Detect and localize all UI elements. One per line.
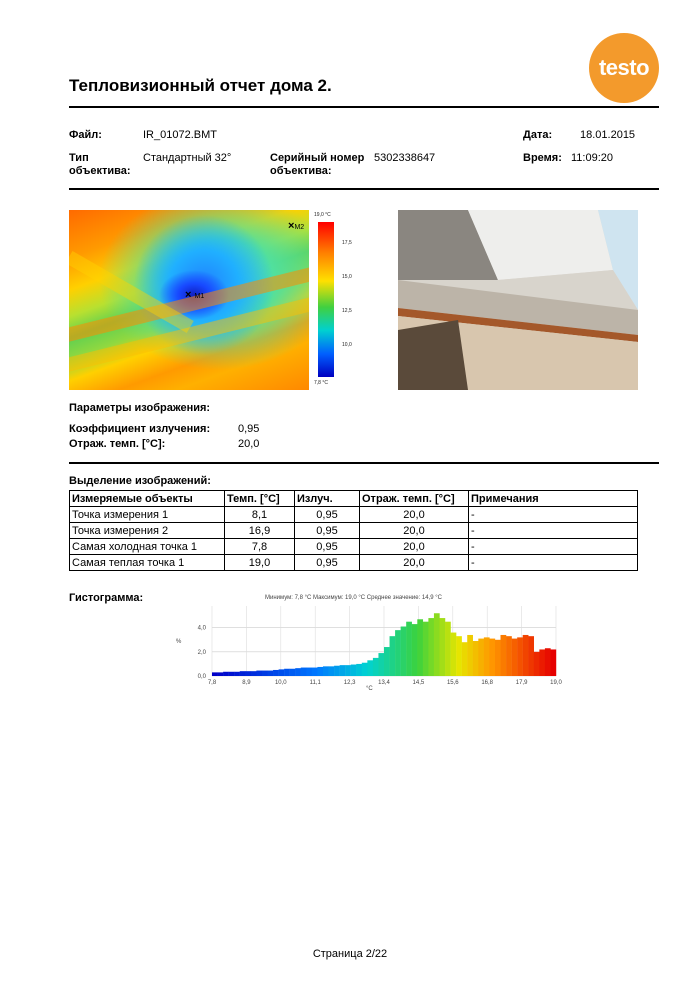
histogram-bar (223, 672, 229, 676)
histogram-bar (378, 653, 384, 676)
lens-type-label-2: объектива: (69, 165, 131, 177)
table-cell: 0,95 (295, 555, 360, 571)
serial-value: 5302338647 (374, 152, 436, 164)
histogram-bar (329, 666, 335, 676)
table-cell: 19,0 (225, 555, 295, 571)
table-cell: 20,0 (360, 523, 469, 539)
histogram-bar (489, 639, 495, 676)
table-row (70, 523, 638, 539)
histogram-bar (317, 667, 323, 676)
histogram-bar (473, 641, 479, 676)
scale-label: 15,0 (342, 274, 352, 280)
histogram-bar (484, 637, 490, 676)
histogram-bar (401, 627, 407, 676)
lens-type-value: Стандартный 32° (143, 152, 232, 164)
histogram-bar (218, 672, 224, 676)
table-row (70, 539, 638, 555)
date-label: Дата: (523, 129, 553, 141)
x-unit: °C (366, 686, 373, 692)
table-cell: - (469, 523, 638, 539)
histogram-bar (367, 660, 373, 676)
table-cell: 20,0 (360, 539, 469, 555)
marker-m2: ×M2 (288, 220, 305, 232)
histogram-bar (245, 671, 251, 676)
selection-heading: Выделение изображений: (69, 475, 211, 487)
file-value: IR_01072.BMT (143, 129, 217, 141)
histogram-stats: Минимум: 7,8 °C Максимум: 19,0 °C Среднее значение: 14,9 °C (265, 595, 442, 601)
table-cell: Самая холодная точка 1 (70, 539, 225, 555)
histogram-bar (412, 624, 418, 676)
histogram-bar (251, 671, 257, 676)
testo-logo (589, 33, 659, 103)
histogram-bar (356, 664, 362, 676)
histogram-bar (240, 671, 246, 676)
histogram-bar (267, 671, 273, 676)
divider (69, 188, 659, 190)
column-header: Излуч. (295, 491, 360, 507)
histogram-bar (451, 633, 457, 676)
x-tick-label: 7,8 (207, 680, 217, 686)
serial-label-1: Серийный номер (270, 152, 365, 164)
table-cell: 20,0 (360, 555, 469, 571)
histogram-bar (384, 647, 390, 676)
table-cell: - (469, 539, 638, 555)
table-cell: 0,95 (295, 507, 360, 523)
marker-m1: × M1 (185, 289, 205, 301)
refl-temp-value: 20,0 (238, 438, 260, 450)
table-cell: - (469, 555, 638, 571)
histogram-bar (234, 672, 240, 676)
histogram-bar (517, 637, 523, 676)
x-tick-label: 8,9 (242, 680, 251, 686)
histogram-bar (312, 668, 318, 676)
emissivity-value: 0,95 (238, 423, 260, 435)
serial-label-2: объектива: (270, 165, 332, 177)
scale-label: 19,0 °C (314, 212, 331, 218)
x-tick-label: 11,1 (309, 680, 321, 686)
histogram-bar (478, 639, 484, 676)
histogram-bar (501, 635, 507, 676)
x-tick-label: 16,8 (481, 680, 494, 686)
histogram-bar (229, 672, 235, 676)
histogram-bar (456, 636, 462, 676)
histogram-bar (539, 649, 545, 676)
image-params-heading: Параметры изображения: (69, 402, 211, 414)
visual-photo (398, 210, 638, 390)
histogram-bar (373, 658, 379, 676)
scale-label: 10,0 (342, 342, 352, 348)
histogram-bar (534, 652, 540, 676)
histogram-bar (445, 622, 451, 676)
histogram-bar (495, 640, 501, 676)
report-title: Тепловизионный отчет дома 2. (69, 76, 332, 95)
table-cell: 8,1 (225, 507, 295, 523)
lens-type-label-1: Тип (69, 152, 89, 164)
scale-label: 7,8 °C (314, 380, 328, 386)
histogram-bar (523, 635, 529, 676)
histogram-bar (301, 668, 307, 676)
histogram-bar (512, 639, 518, 676)
histogram-bar (295, 668, 301, 676)
table-cell: 7,8 (225, 539, 295, 555)
histogram-bar (528, 636, 534, 676)
x-tick-label: 17,9 (515, 680, 528, 686)
histogram-bar (351, 665, 357, 676)
y-unit: % (176, 639, 182, 645)
table-header-row (70, 491, 638, 507)
histogram-bar (417, 619, 423, 676)
histogram-bar (256, 671, 262, 676)
histogram-bar (467, 635, 473, 676)
histogram-bar (406, 622, 412, 676)
table-row (70, 507, 638, 523)
measurements-table (69, 490, 638, 571)
histogram-bar (395, 630, 401, 676)
histogram-bar (390, 636, 396, 676)
histogram-bar (306, 668, 312, 676)
histogram-bar (439, 618, 445, 676)
logo-text: testo (598, 55, 650, 80)
column-header: Измеряемые объекты (70, 491, 225, 507)
histogram-bar (345, 665, 351, 676)
histogram-label: Гистограмма: (69, 592, 144, 604)
histogram-bar (212, 672, 218, 676)
histogram-bar (423, 622, 429, 676)
y-tick-label: 0,0 (197, 674, 206, 680)
histogram-chart (170, 588, 570, 698)
column-header: Отраж. темп. [°C] (360, 491, 469, 507)
x-tick-label: 14,5 (412, 680, 425, 686)
table-cell: Самая теплая точка 1 (70, 555, 225, 571)
histogram-bar (362, 663, 368, 676)
x-tick-label: 19,0 (550, 680, 562, 686)
scale-label: 12,5 (342, 308, 352, 314)
x-tick-label: 13,4 (378, 680, 390, 686)
table-cell: 0,95 (295, 539, 360, 555)
histogram-bar (462, 642, 468, 676)
histogram-bar (284, 669, 290, 676)
x-tick-label: 12,3 (343, 680, 356, 686)
thermal-image (69, 210, 309, 390)
page-number: Страница 2/22 (312, 948, 388, 960)
histogram-bar (262, 671, 268, 676)
histogram-bar (428, 618, 434, 676)
histogram-bar (279, 669, 285, 676)
histogram-bar (506, 636, 512, 676)
column-header: Темп. [°C] (225, 491, 295, 507)
divider (69, 106, 659, 108)
x-tick-label: 15,6 (446, 680, 459, 686)
table-cell: 16,9 (225, 523, 295, 539)
refl-temp-label: Отраж. темп. [°C]: (69, 438, 166, 450)
table-cell: Точка измерения 2 (70, 523, 225, 539)
x-tick-label: 10,0 (274, 680, 287, 686)
histogram-bar (323, 666, 329, 676)
scale-label: 17,5 (342, 240, 352, 246)
time-value: 11:09:20 (571, 152, 614, 164)
table-cell: 20,0 (360, 507, 469, 523)
divider (69, 462, 659, 464)
table-cell: - (469, 507, 638, 523)
histogram-bar (550, 649, 556, 676)
histogram-bar (273, 670, 279, 676)
histogram-bar (340, 665, 346, 676)
temperature-scale (318, 222, 334, 377)
histogram-bar (334, 666, 340, 676)
emissivity-label: Коэффициент излучения: (69, 423, 211, 435)
histogram-bar (434, 613, 440, 676)
histogram-bar (290, 669, 296, 676)
time-label: Время: (523, 152, 562, 164)
column-header: Примечания (469, 491, 638, 507)
table-cell: Точка измерения 1 (70, 507, 225, 523)
table-cell: 0,95 (295, 523, 360, 539)
y-tick-label: 4,0 (197, 625, 206, 632)
date-value: 18.01.2015 (580, 129, 636, 141)
file-label: Файл: (69, 129, 102, 141)
histogram-bar (545, 648, 551, 676)
y-tick-label: 2,0 (197, 649, 206, 656)
table-row (70, 555, 638, 571)
